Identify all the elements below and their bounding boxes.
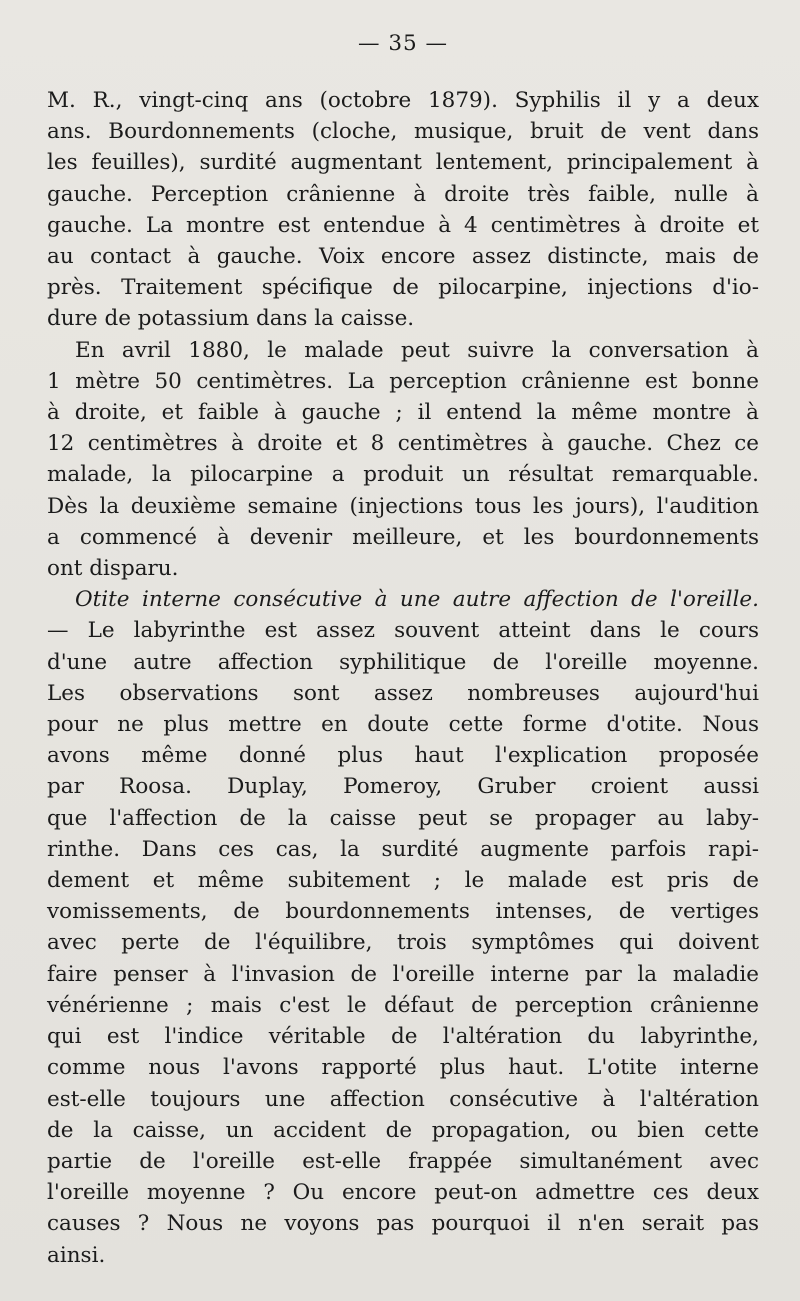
text-line: au contact à gauche. Voix encore assez distincte, mais de bbox=[47, 244, 759, 270]
text-line: Les observations sont assez nombreuses aujourd'hui bbox=[47, 680, 759, 706]
text-line: rinthe. Dans ces cas, la surdité augmente parfois rapi- bbox=[47, 836, 759, 862]
text-line: partie de l'oreille est-elle frappée simultanément avec bbox=[47, 1148, 759, 1174]
text-line: gauche. La montre est entendue à 4 centimètres à droite et bbox=[47, 212, 759, 238]
text-line: causes ? Nous ne voyons pas pourquoi il n'en serait pas bbox=[47, 1211, 759, 1237]
text-line: les feuilles), surdité augmentant lentement, principalement à bbox=[47, 150, 759, 176]
text-line: avec perte de l'équilibre, trois symptômes qui doivent bbox=[47, 930, 759, 956]
text-line: ans. Bourdonnements (cloche, musique, bruit de vent dans bbox=[47, 119, 759, 145]
paragraph-case-report bbox=[47, 85, 759, 335]
page-number: — 35 — bbox=[357, 31, 449, 56]
text-line: vomissements, de bourdonnements intenses, de vertiges bbox=[47, 899, 759, 925]
text-line: gauche. Perception crânienne à droite très faible, nulle à bbox=[47, 181, 759, 207]
text-line: malade, la pilocarpine a produit un résultat remarquable. bbox=[47, 462, 759, 488]
text-block bbox=[47, 28, 759, 1271]
text-line: de la caisse, un accident de propagation, ou bien cette bbox=[47, 1117, 759, 1143]
text-line: avons même donné plus haut l'explication proposée bbox=[47, 743, 759, 769]
text-line: l'oreille moyenne ? Ou encore peut-on admettre ces deux bbox=[47, 1180, 759, 1206]
text-line: a commencé à devenir meilleure, et les bourdonnements bbox=[47, 524, 759, 550]
text-line: M. R., vingt-cinq ans (octobre 1879). Syphilis il y a deux bbox=[47, 88, 759, 113]
text-line: En avril 1880, le malade peut suivre la conversation à bbox=[75, 337, 759, 363]
text-line: Dès la deuxième semaine (injections tous les jours), l'audition bbox=[47, 493, 759, 519]
text-line: 12 centimètres à droite et 8 centimètres à gauche. Chez ce bbox=[47, 431, 759, 457]
text-line: vénérienne ; mais c'est le défaut de perception crânienne bbox=[47, 992, 759, 1018]
text-line: d'une autre affection syphilitique de l'oreille moyenne. bbox=[47, 649, 759, 675]
text-line: qui est l'indice véritable de l'altération du labyrinthe, bbox=[47, 1024, 759, 1050]
paragraph-section bbox=[47, 584, 759, 1270]
text-line: à droite, et faible à gauche ; il entend la même montre à bbox=[47, 400, 759, 426]
text-line: dure de potassium dans la caisse. bbox=[47, 306, 415, 332]
text-line: ainsi. bbox=[47, 1242, 106, 1268]
section-heading: Otite interne consécutive à une autre affection de l'oreille. bbox=[75, 587, 759, 613]
text-line: dement et même subitement ; le malade est pris de bbox=[47, 868, 759, 894]
text-line: 1 mètre 50 centimètres. La perception crânienne est bonne bbox=[47, 368, 759, 394]
text-line: près. Traitement spécifique de pilocarpine, injections d'io- bbox=[47, 275, 759, 301]
text-line: faire penser à l'invasion de l'oreille interne par la maladie bbox=[47, 961, 759, 987]
paragraph-outcome bbox=[47, 335, 759, 585]
text-line: pour ne plus mettre en doute cette forme d'otite. Nous bbox=[47, 712, 759, 738]
text-line: comme nous l'avons rapporté plus haut. L'otite interne bbox=[47, 1055, 759, 1081]
text-line: est-elle toujours une affection consécutive à l'altération bbox=[47, 1086, 759, 1112]
text-line: — Le labyrinthe est assez souvent atteint dans le cours bbox=[47, 618, 759, 644]
text-line: par Roosa. Duplay, Pomeroy, Gruber croient aussi bbox=[47, 774, 759, 800]
text-line: ont disparu. bbox=[47, 556, 179, 582]
text-line: que l'affection de la caisse peut se propager au laby- bbox=[47, 805, 759, 831]
